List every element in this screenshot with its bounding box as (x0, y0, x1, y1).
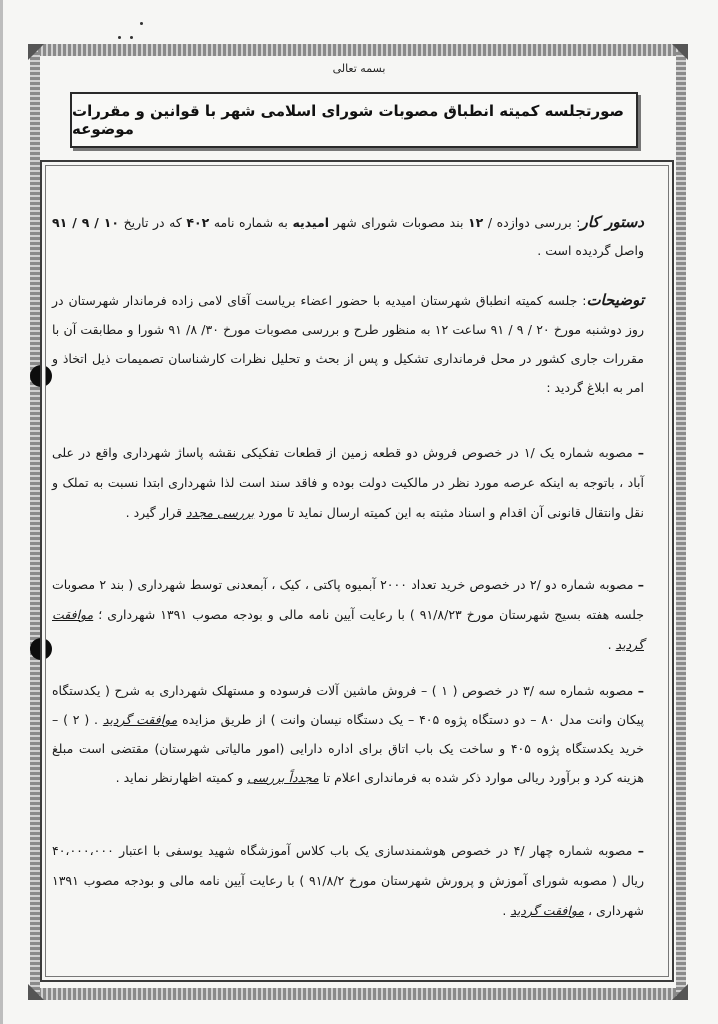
item-decision: موافقت گردید (510, 903, 585, 918)
item-marker: – (637, 577, 644, 592)
agenda-text: : بررسی دوازده / (483, 215, 581, 230)
item-text: مصوبه شماره سه /۳ در خصوص ( ۱ ) – فروش ماشین آلات فرسوده و مستهلک شهرداری به شرح ( یکدستگاه پیکان وانت مدل ۸۰ – دو دستگاه پژوه ۴۰۵ – یک دستگاه نیسان وانت ) از طریق مزایده (52, 683, 644, 727)
item-text: مصوبه شماره چهار /۴ در خصوص هوشمندسازی یک باب کلاس آموزشگاه شهید یوسفی با اعتبار ۴۰،۰۰۰،۰۰۰ ریال ( مصوبه شورای آموزش و پرورش شهرستان مورخ ۹۱/۸/۲ ) با رعایت آیین نامه مالی و بودجه مصوب ۱۳۹۱ شهرداری ، (52, 843, 644, 918)
item-text: . (607, 637, 616, 652)
agenda-paragraph (52, 208, 644, 265)
frame-corner (28, 44, 44, 60)
resolution-item-2 (52, 570, 644, 660)
speck (130, 36, 133, 39)
agenda-text: بند مصوبات شورای شهر (329, 215, 469, 230)
item-text: مصوبه شماره یک /۱ در خصوص فروش دو قطعه زمین از قطعات تفکیکی نقشه پاساژ شهرداری واقع در علی آباد ، باتوجه به اینکه عرصه مورد نظر در مالکیت دولت بوده و فاقد سند است لذا شهرداری ابتدا نسبت به تملک و نقل وانتقال قانونی آن اقدام و اسناد مثبته به این کمیته ارسال نماید تا مورد (52, 445, 644, 520)
agenda-text: که در تاریخ (119, 215, 187, 230)
item-marker: – (637, 843, 644, 858)
item-text: و کمیته اظهارنظر نماید . (115, 770, 248, 785)
frame-corner (28, 984, 44, 1000)
explanation-label: توضیحات (586, 291, 644, 309)
page-edge (0, 0, 3, 1024)
agenda-text: به شماره نامه (209, 215, 293, 230)
agenda-text: واصل گردیده است . (537, 243, 644, 258)
item-decision: مجدداً بررسی (247, 770, 319, 785)
item-text: قرار گیرد . (125, 505, 187, 520)
resolution-item-1 (52, 438, 644, 528)
item-text: مصوبه شماره دو /۲ در خصوص خرید تعداد ۲۰۰۰ آبمیوه پاکتی ، کیک ، آبمعدنی توسط شهرداری ( بند ۲ مصوبات جلسه هفته بسیج شهرستان مورخ ۹۱/۸/۲۳ ) با رعایت آیین نامه مالی و بودجه مصوب ۱۳۹۱ شهرداری ؛ (52, 577, 644, 622)
item-decision: موافقت گردید (52, 607, 644, 652)
item-decision: موافقت گردید (102, 712, 178, 727)
item-text: . (502, 903, 511, 918)
item-marker: – (637, 445, 644, 460)
document-title: صورتجلسه کمیته انطباق مصوبات شورای اسلامی شهر با قوانین و مقررات موضوعه (72, 102, 625, 138)
agenda-city: امیدیه (292, 215, 330, 230)
frame-border-left (30, 52, 40, 996)
speck (140, 22, 143, 25)
frame-border-right (676, 52, 686, 996)
agenda-label: دستور کار (580, 213, 644, 231)
frame-border-bottom (28, 988, 688, 1000)
item-decision: بررسی مجدد (186, 505, 255, 520)
explanation-paragraph (52, 286, 644, 402)
item-text: . ( ۲ ) – خرید یکدستگاه پژوه ۴۰۵ و ساخت یک باب اتاق برای اداره دارایی (امور مالیاتی شهرستان) مقتضی است مبلغ هزینه کرد و برآورد ریالی موارد ذکر شده به فرمانداری اعلام تا (52, 712, 644, 785)
frame-corner (672, 44, 688, 60)
item-marker: – (637, 683, 644, 698)
speck (118, 36, 121, 39)
agenda-letter-number: ۴۰۲ (186, 215, 210, 230)
title-box (70, 92, 638, 148)
frame-corner (672, 984, 688, 1000)
resolution-item-3 (52, 676, 644, 792)
agenda-date: ۱۰ / ۹ / ۹۱ (52, 215, 120, 230)
invocation: بسمه تعالی (332, 62, 386, 75)
frame-border-top (28, 44, 688, 56)
resolution-item-4 (52, 836, 644, 926)
agenda-count: ۱۲ (468, 215, 484, 230)
explanation-text: : جلسه کمیته انطباق شهرستان امیدیه با حضور اعضاء بریاست آقای لامی زاده فرماندار شهرستان در روز دوشنبه مورخ ۲۰ / ۹ / ۹۱ ساعت ۱۲ به منظور طرح و بررسی مصوبات مورخ ۳۰/ ۸/ ۹۱ شورا و مطابقت آن با مقررات جاری کشور در محل فرمانداری تشکیل و پس از بحث و تحلیل نظرات کارشناسان تصمیمات ذیل اتخاذ و امر به ابلاغ گردید : (52, 293, 645, 395)
